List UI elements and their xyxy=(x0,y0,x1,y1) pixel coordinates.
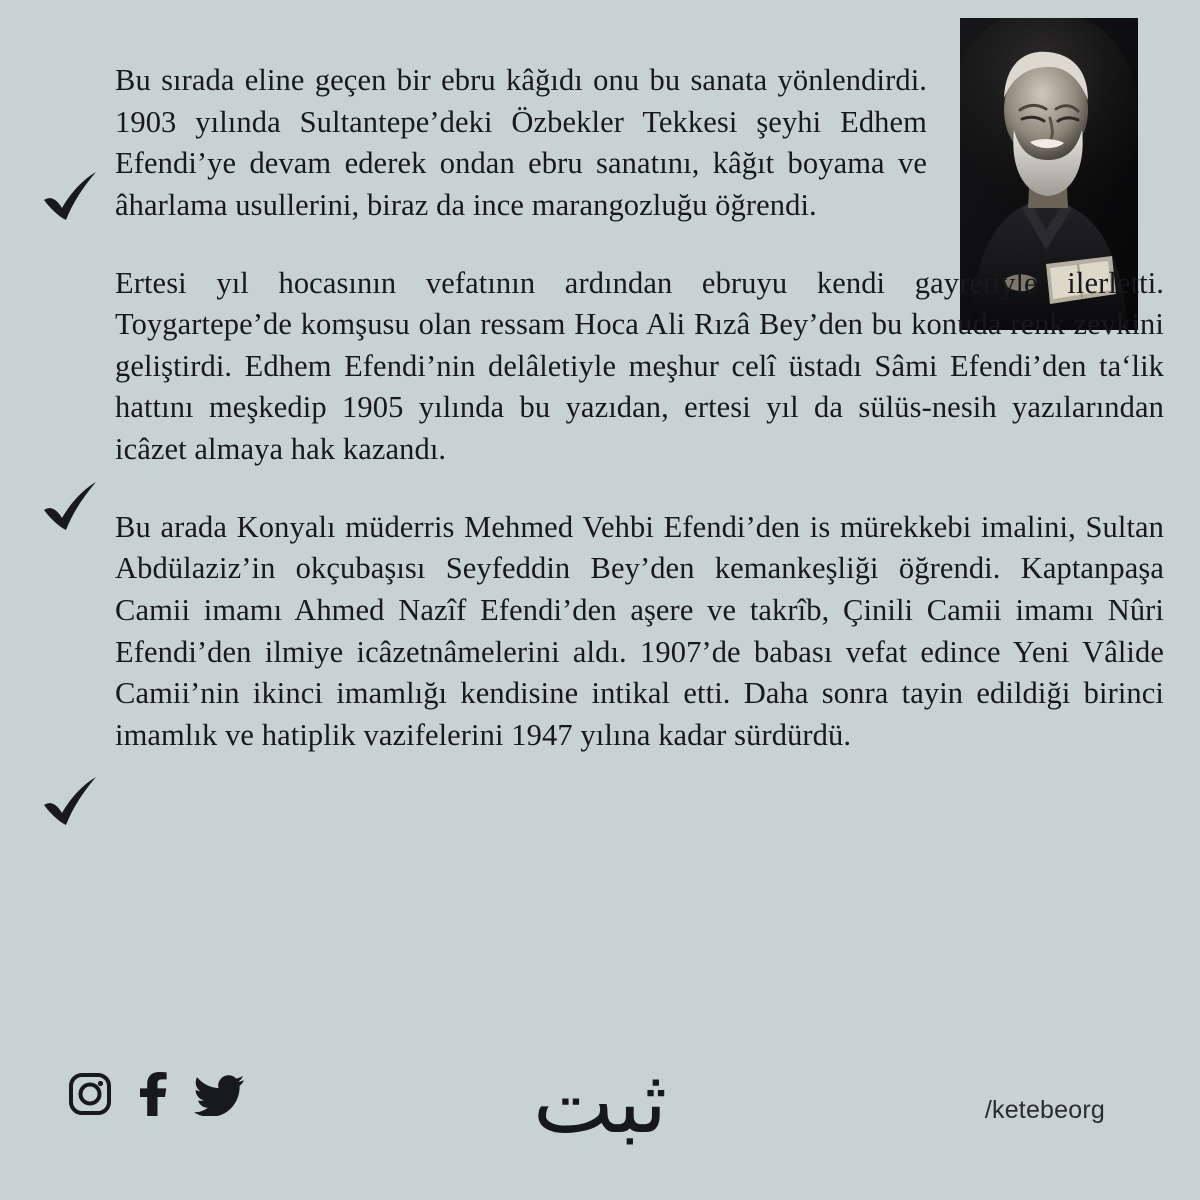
article-body xyxy=(115,60,1165,756)
ketebe-logo[interactable] xyxy=(520,1053,680,1153)
paragraph-3 xyxy=(115,507,1164,757)
social-links xyxy=(68,1072,244,1121)
checkmark-icon-3 xyxy=(40,775,102,831)
paragraph-3-text: Bu arada Konyalı müderris Mehmed Vehbi Efendi’den is mürekkebi imalini, Sultan Abdülaziz’in okçubaşısı Seyfeddin Bey’den kemankeşliği öğrendi. Kaptanpaşa Camii imamı Ahmed Nazîf Efendi’den aşere ve takrîb, Çinili Camii imamı Nûri Efendi’den ilmiye icâzetnâmelerini aldı. 1907’de babası vefat edince Yeni Vâlide Camii’nin ikinci imamlığı kendisine intikal etti. Daha sonra tayin edildiği birinci imamlık ve hatiplik vazifelerini 1947 yılına kadar sürdürdü. xyxy=(115,509,1164,752)
checkmark-icon-1 xyxy=(40,170,102,226)
paragraph-1 xyxy=(115,60,927,227)
instagram-icon[interactable] xyxy=(68,1072,112,1121)
paragraph-2 xyxy=(115,263,1164,471)
twitter-icon[interactable] xyxy=(194,1072,244,1121)
paragraph-2-text: Ertesi yıl hocasının vefatının ardından ebruyu kendi gayretiyle ilerletti. Toygartepe’de komşusu olan ressam Hoca Ali Rızâ Bey’den bu konuda renk zevkini geliştirdi. Edhem Efendi’nin delâletiyle meşhur celî üstadı Sâmi Efendi’den ta‘lik hattını meşkedip 1905 yılında bu yazıdan, ertesi yıl da sülüs-nesih yazılarından icâzet almaya hak kazandı. xyxy=(115,265,1164,466)
checkmark-icon-2 xyxy=(40,480,102,536)
account-handle[interactable]: /ketebeorg xyxy=(984,1096,1105,1124)
facebook-icon[interactable] xyxy=(138,1072,168,1121)
footer xyxy=(0,1053,1200,1156)
paragraph-1-text: Bu sırada eline geçen bir ebru kâğıdı onu bu sanata yönlendirdi. 1903 yılında Sultantepe’deki Özbekler Tekkesi şeyhi Edhem Efendi’ye devam ederek ondan ebru sanatını, kâğıt boyama ve âharlama usullerini, biraz da ince marangozluğu öğrendi. xyxy=(115,63,927,222)
ketebe-logo-glyph: ثبت xyxy=(532,1053,668,1153)
